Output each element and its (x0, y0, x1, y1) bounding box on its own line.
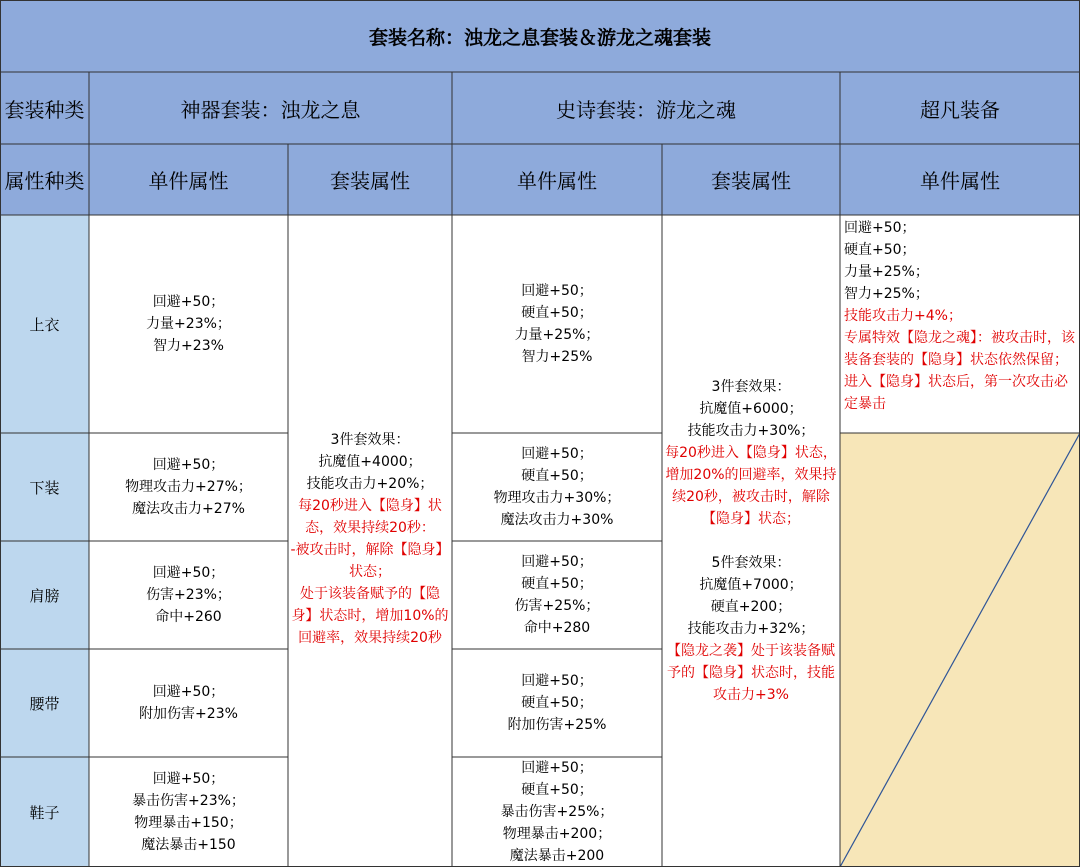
epic-item-cell (452, 215, 662, 433)
attr-line: 伤害+23%； (146, 587, 231, 603)
attr-line: 硬直+50； (521, 305, 593, 321)
artifact-item-cell (89, 757, 288, 867)
artifact-set-header: 神器套装：浊龙之息 (89, 72, 452, 144)
artifact-item-attrs (146, 562, 231, 628)
epic-item-cell (452, 433, 662, 541)
attr-line: 物理暴击+150； (134, 815, 243, 831)
epic-item-attrs (508, 670, 607, 736)
attr-line: 智力+25% (521, 349, 593, 365)
attr-line: 命中+260 (155, 609, 222, 625)
attr-line: 专属特效【隐龙之魂】：被攻击时，该装备套装的【隐身】状态依然保留； (844, 330, 1075, 368)
attr-line: 回避+50； (521, 446, 593, 462)
attr-line: 智力+25%； (844, 286, 929, 302)
slot-label: 腰带 (0, 649, 89, 757)
attr-line: 技能攻击力+20%； (306, 476, 434, 492)
epic-item-attrs (501, 757, 614, 867)
epic-single-attr-header: 单件属性 (452, 144, 662, 215)
attr-line: 回避+50； (152, 457, 225, 473)
attr-line: 硬直+200； (710, 599, 792, 615)
attr-line: 硬直+50； (844, 242, 916, 258)
epic-item-cell (452, 649, 662, 757)
attr-line: 技能攻击力+30%； (687, 423, 815, 439)
slot-label: 肩膀 (0, 541, 89, 649)
attr-line: 魔法暴击+200 (509, 848, 605, 864)
artifact-single-attr-header: 单件属性 (89, 144, 288, 215)
attr-line: 硬直+50； (521, 695, 593, 711)
artifact-item-attrs (132, 768, 245, 856)
attr-line: 每20秒进入【隐身】状态，效果持续20秒： (298, 498, 442, 536)
attr-line: -被攻击时，解除【隐身】状态； (290, 542, 450, 580)
attr-line: 回避+50； (152, 565, 225, 581)
attr-type-label: 属性种类 (0, 144, 89, 215)
slot-label: 下装 (0, 433, 89, 541)
slot-label: 上衣 (0, 215, 89, 433)
attr-line: 暴击伤害+23%； (132, 793, 245, 809)
attr-line: 技能攻击力+4%； (844, 308, 962, 324)
super-single-attr-header: 单件属性 (840, 144, 1080, 215)
super-equip-header: 超凡装备 (840, 72, 1080, 144)
super-item-attrs (844, 217, 1076, 305)
attr-line: 回避+50； (521, 673, 593, 689)
attr-line: 硬直+50； (521, 468, 593, 484)
attr-line: 回避+50； (152, 771, 225, 787)
attr-line: 魔法攻击力+30% (500, 512, 614, 528)
attr-line: 力量+23%； (146, 316, 231, 332)
attr-line: 附加伤害+25% (507, 717, 607, 733)
attr-line: 命中+280 (523, 620, 591, 636)
sheet-title: 套装名称：浊龙之息套装＆游龙之魂套装 (0, 0, 1080, 72)
attr-line: 魔法攻击力+27% (132, 501, 245, 517)
set-type-label: 套装种类 (0, 72, 89, 144)
attr-line: 力量+25%； (844, 264, 929, 280)
attr-line: 暴击伤害+25%； (500, 804, 614, 820)
super-item-special (844, 305, 1076, 415)
epic-item-cell (452, 541, 662, 649)
attr-line: 抗魔值+4000； (318, 454, 422, 470)
epic-5set-effect-special (664, 640, 838, 706)
attr-line: 技能攻击力+32%； (687, 621, 815, 637)
attr-line: 处于该装备赋予的【隐身】状态时，增加10%的回避率，效果持续20秒 (291, 586, 449, 646)
attr-line: 硬直+50； (521, 576, 593, 592)
diagonal-slash (840, 433, 1080, 867)
epic-set-attr-header: 套装属性 (662, 144, 840, 215)
slot-label: 鞋子 (0, 757, 89, 867)
attr-line: 抗魔值+7000； (699, 577, 803, 593)
epic-5set-effect-text (664, 552, 838, 640)
artifact-set-attr-header: 套装属性 (288, 144, 452, 215)
attr-line: 5件套效果： (711, 555, 791, 571)
attr-line: 魔法暴击+150 (141, 837, 236, 853)
epic-set-header: 史诗套装：游龙之魂 (452, 72, 840, 144)
attr-line: 物理暴击+200； (502, 826, 612, 842)
attr-line: 回避+50； (521, 283, 593, 299)
attr-line: 附加伤害+23% (139, 706, 238, 722)
artifact-set-effect-text (290, 429, 450, 495)
artifact-set-effect-special (290, 495, 450, 649)
attr-line: 回避+50； (844, 220, 916, 236)
epic-3set-effect-text (664, 376, 838, 442)
epic-item-cell (452, 757, 662, 867)
attr-line: 物理攻击力+27%； (125, 479, 252, 495)
attr-line: 硬直+50； (521, 782, 593, 798)
attr-line: 进入【隐身】状态后，第一次攻击必定暴击 (844, 374, 1068, 412)
artifact-item-attrs (125, 454, 252, 520)
artifact-set-effect-cell (288, 215, 452, 867)
empty-slot-cell (840, 433, 1080, 867)
attr-line: 回避+50； (521, 554, 593, 570)
attr-line: 力量+25%； (514, 327, 600, 343)
attr-line: 3件套效果： (711, 379, 791, 395)
artifact-item-cell (89, 215, 288, 433)
artifact-item-attrs (139, 681, 238, 725)
attr-line: 回避+50； (521, 760, 593, 776)
epic-item-attrs (515, 551, 600, 639)
attr-line: 伤害+25%； (514, 598, 600, 614)
epic-3set-effect-special (664, 442, 838, 530)
attr-line: 智力+23% (153, 338, 224, 354)
attr-line: 3件套效果： (330, 432, 410, 448)
epic-item-attrs (515, 280, 600, 368)
attr-line: 每20秒进入【隐身】状态，增加20%的回避率，效果持续20秒，被攻击时，解除【隐身】状态； (665, 445, 837, 527)
attr-line: 回避+50； (152, 294, 225, 310)
attr-line: 【隐龙之袭】处于该装备赋予的【隐身】状态时，技能攻击力+3% (667, 643, 835, 703)
artifact-item-cell (89, 649, 288, 757)
super-item-cell (840, 215, 1080, 433)
artifact-item-cell (89, 433, 288, 541)
artifact-item-attrs (146, 291, 231, 357)
attr-line: 回避+50； (152, 684, 225, 700)
artifact-item-cell (89, 541, 288, 649)
epic-item-attrs (494, 443, 621, 531)
attr-line: 抗魔值+6000； (699, 401, 803, 417)
epic-set-effect-cell (662, 215, 840, 867)
attr-line: 物理攻击力+30%； (493, 490, 621, 506)
